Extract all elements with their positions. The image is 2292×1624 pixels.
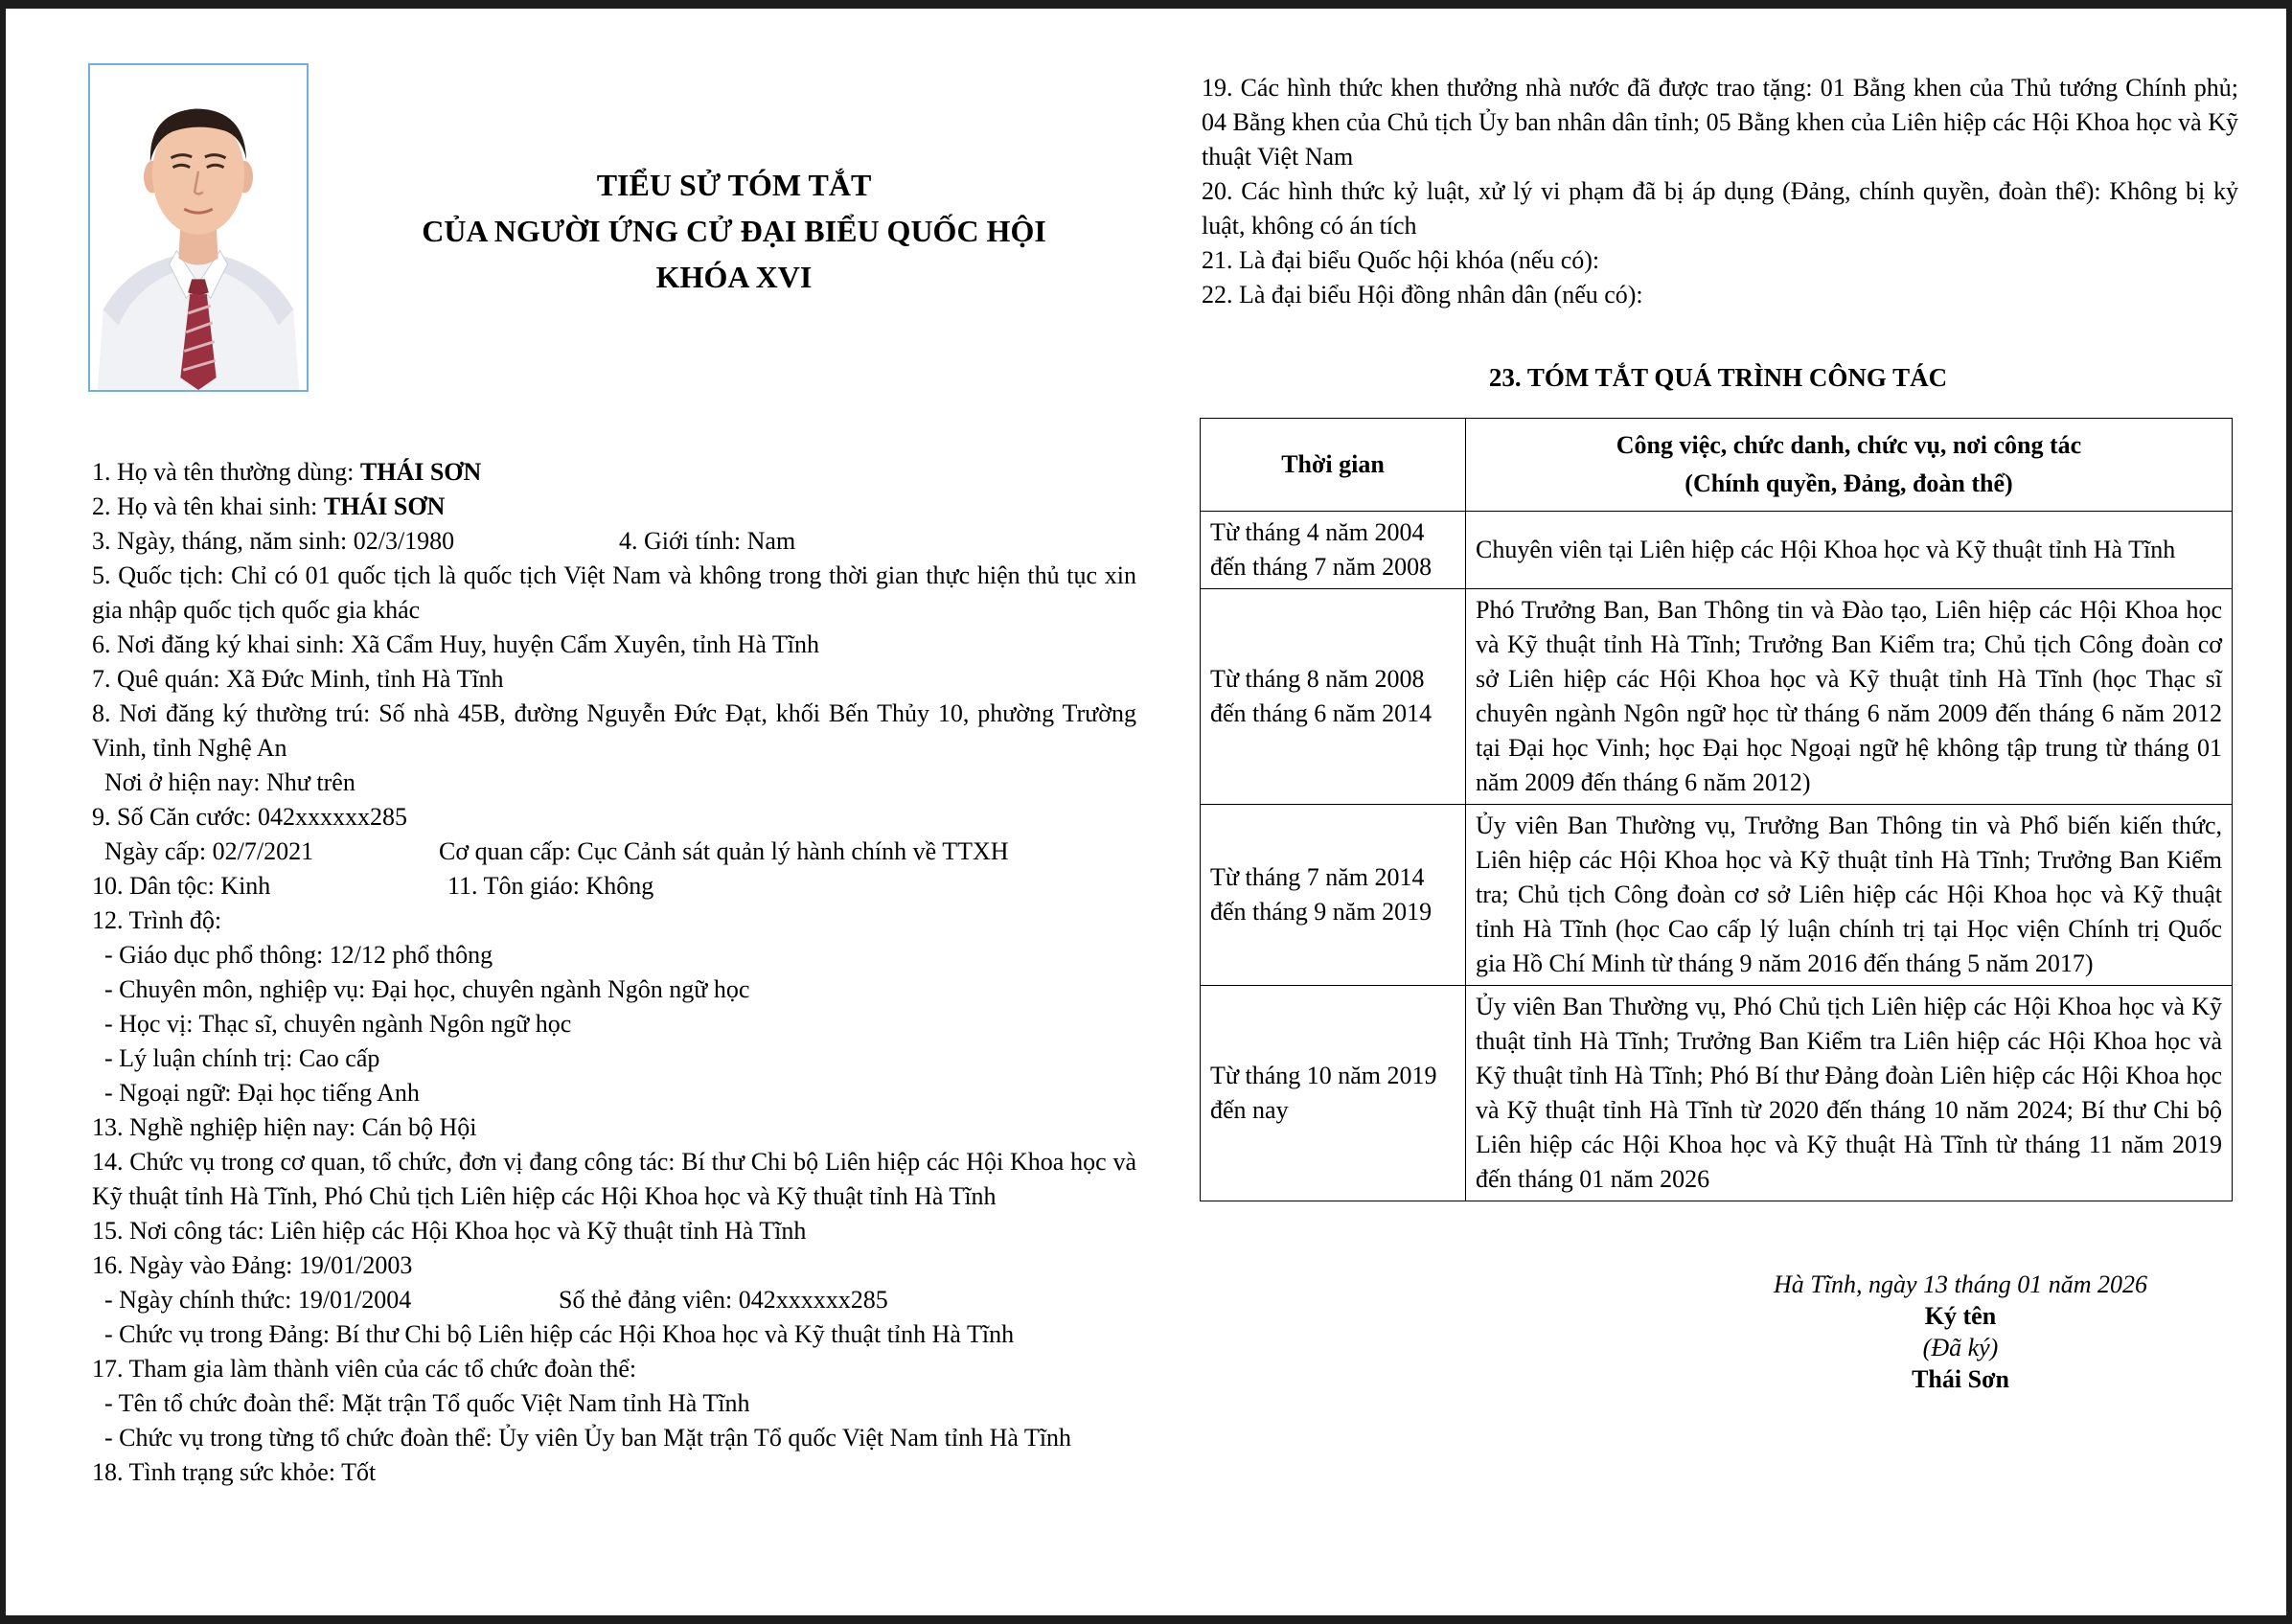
birth-date: 3. Ngày, tháng, năm sinh: 02/3/1980 <box>92 527 455 555</box>
row-job: Ủy viên Ban Thường vụ, Trưởng Ban Thông tin và Phổ biến kiến thức, Liên hiệp các Hội Khoa học và Kỹ thuật tỉnh Hà Tĩnh; Trưởng Ban Kiểm tra; Chủ tịch Công đoàn cơ sở Liên hiệp các Hội Khoa học và Kỹ thuật tỉnh Hà Tĩnh (học Cao cấp lý luận chính trị tại Học viện Chính trị Quốc gia Hồ Chí Minh từ tháng 9 năm 2016 đến tháng 5 năm 2017) <box>1466 805 2233 986</box>
current-residence: Nơi ở hiện nay: Như trên <box>104 768 355 796</box>
bio-item-17: 17. Tham gia làm thành viên của các tổ chức đoàn thể: <box>92 1355 637 1383</box>
organization-name: - Tên tổ chức đoàn thể: Mặt trận Tổ quốc Việt Nam tỉnh Hà Tĩnh <box>104 1389 750 1417</box>
bio-item-18: 18. Tình trạng sức khỏe: Tốt <box>92 1458 377 1486</box>
row-time: Từ tháng 4 năm 2004 đến tháng 7 năm 2008 <box>1201 512 1466 589</box>
row-job: Phó Trưởng Ban, Ban Thông tin và Đào tạo, Liên hiệp các Hội Khoa học và Kỹ thuật tỉnh Hà Tĩnh; Trưởng Ban Kiểm tra; Chủ tịch Công đoàn cơ sở Liên hiệp các Hội Khoa học và Kỹ thuật tỉnh Hà Tĩnh (học Thạc sĩ chuyên ngành Ngôn ngữ học từ tháng 6 năm 2009 đến tháng 6 năm 2012 tại Đại học Vinh; học Đại học Ngoại ngữ hệ không tập trung từ tháng 01 năm 2009 đến tháng 6 năm 2012) <box>1466 589 2233 805</box>
religion: 11. Tôn giáo: Không <box>447 872 654 900</box>
bio-right-column <box>1202 71 2238 312</box>
party-official-info <box>92 1283 1136 1317</box>
education-specialty: - Chuyên môn, nghiệp vụ: Đại học, chuyên ngành Ngôn ngữ học <box>104 975 750 1003</box>
work-history-table <box>1200 418 2233 1201</box>
common-name: THÁI SƠN <box>359 458 482 486</box>
portrait-photo <box>88 63 309 392</box>
bio-item-16: 16. Ngày vào Đảng: 19/01/2003 <box>92 1251 413 1279</box>
column-header-job-line1: Công việc, chức danh, chức vụ, nơi công tác <box>1616 431 2082 459</box>
bio-item-7: 7. Quê quán: Xã Đức Minh, tỉnh Hà Tĩnh <box>92 665 504 693</box>
bio-item-22: 22. Là đại biểu Hội đồng nhân dân (nếu có): <box>1202 281 1643 309</box>
signer-name: Thái Sơn <box>1912 1365 2009 1393</box>
education-language: - Ngoại ngữ: Đại học tiếng Anh <box>104 1079 420 1107</box>
bio-item-6: 6. Nơi đăng ký khai sinh: Xã Cẩm Huy, huyện Cẩm Xuyên, tỉnh Hà Tĩnh <box>92 630 819 658</box>
signature-place-date: Hà Tĩnh, ngày 13 tháng 01 năm 2026 <box>1774 1270 2147 1298</box>
table-header-row <box>1201 419 2233 512</box>
education-political: - Lý luận chính trị: Cao cấp <box>104 1044 380 1072</box>
title-line-3: KHÓA XVI <box>655 260 813 294</box>
bio-item-1 <box>92 455 1136 490</box>
party-position: - Chức vụ trong Đảng: Bí thư Chi bộ Liên hiệp các Hội Khoa học và Kỹ thuật tỉnh Hà Tĩnh <box>104 1320 1015 1348</box>
bio-item-19: 19. Các hình thức khen thưởng nhà nước đã được trao tặng: 01 Bằng khen của Thủ tướng Chính phủ; 04 Bằng khen của Chủ tịch Ủy ban nhân dân tỉnh; 05 Bằng khen của Liên hiệp các Hội Khoa học và Kỹ thuật Việt Nam <box>1202 74 2238 171</box>
column-header-time: Thời gian <box>1201 419 1466 512</box>
table-row <box>1201 805 2233 986</box>
bio-item-15: 15. Nơi công tác: Liên hiệp các Hội Khoa học và Kỹ thuật tỉnh Hà Tĩnh <box>92 1217 807 1245</box>
id-issue-date: Ngày cấp: 02/7/2021 <box>104 837 314 865</box>
row-time: Từ tháng 8 năm 2008 đến tháng 6 năm 2014 <box>1201 589 1466 805</box>
column-header-job <box>1466 419 2233 512</box>
row-job: Ủy viên Ban Thường vụ, Phó Chủ tịch Liên hiệp các Hội Khoa học và Kỹ thuật tỉnh Hà Tĩnh; Trưởng Ban Kiểm tra Liên hiệp các Hội Khoa học và Kỹ thuật tỉnh Hà Tĩnh; Phó Bí thư Đảng đoàn Liên hiệp các Hội Khoa học và Kỹ thuật tỉnh Hà Tĩnh từ 2020 đến tháng 10 năm 2024; Bí thư Chi bộ Liên hiệp các Hội Khoa học và Kỹ thuật Hà Tĩnh từ tháng 11 năm 2019 đến tháng 01 năm 2026 <box>1466 986 2233 1201</box>
column-header-job-line2: (Chính quyền, Đảng, đoàn thể) <box>1685 469 2013 497</box>
organization-position: - Chức vụ trong từng tổ chức đoàn thể: Ủy viên Ủy ban Mặt trận Tổ quốc Việt Nam tỉnh Hà Tĩnh <box>104 1424 1072 1452</box>
bio-item-10-11 <box>92 869 1136 903</box>
bio-item-8: 8. Nơi đăng ký thường trú: Số nhà 45B, đường Nguyễn Đức Đạt, khối Bến Thủy 10, phường Trường Vinh, tỉnh Nghệ An <box>92 699 1136 762</box>
bio-item-9: 9. Số Căn cước: 042xxxxxx285 <box>92 803 407 831</box>
bio-item-12: 12. Trình độ: <box>92 906 222 934</box>
bio-label: 1. Họ và tên thường dùng: <box>92 458 360 486</box>
bio-item-21: 21. Là đại biểu Quốc hội khóa (nếu có): <box>1202 246 1600 274</box>
table-row <box>1201 512 2233 589</box>
party-card-number: Số thẻ đảng viên: 042xxxxxx285 <box>559 1286 888 1314</box>
row-time: Từ tháng 10 năm 2019 đến nay <box>1201 986 1466 1201</box>
bio-item-20: 20. Các hình thức kỷ luật, xử lý vi phạm đã bị áp dụng (Đảng, chính quyền, đoàn thể): Không bị kỷ luật, không có án tích <box>1202 177 2238 240</box>
gender: 4. Giới tính: Nam <box>619 527 796 555</box>
table-row <box>1201 986 2233 1201</box>
id-issue-agency: Cơ quan cấp: Cục Cảnh sát quản lý hành chính về TTXH <box>439 837 1009 865</box>
row-job: Chuyên viên tại Liên hiệp các Hội Khoa học và Kỹ thuật tỉnh Hà Tĩnh <box>1466 512 2233 589</box>
signature-block <box>1711 1269 2210 1395</box>
signature-label: Ký tên <box>1924 1302 1997 1330</box>
bio-item-5: 5. Quốc tịch: Chỉ có 01 quốc tịch là quốc tịch Việt Nam và không trong thời gian thực hiện thủ tục xin gia nhập quốc tịch quốc gia khác <box>92 561 1136 624</box>
bio-item-2 <box>92 490 1136 524</box>
bio-left-column <box>92 455 1136 1490</box>
signature-status: (Đã ký) <box>1922 1334 1999 1361</box>
education-general: - Giáo dục phổ thông: 12/12 phổ thông <box>104 941 493 969</box>
bio-label: 2. Họ và tên khai sinh: <box>92 492 324 520</box>
education-degree: - Học vị: Thạc sĩ, chuyên ngành Ngôn ngữ học <box>104 1010 572 1038</box>
birth-name: THÁI SƠN <box>323 492 446 520</box>
work-history-title: 23. TÓM TẮT QUÁ TRÌNH CÔNG TÁC <box>1488 363 1948 392</box>
bio-item-13: 13. Nghề nghiệp hiện nay: Cán bộ Hội <box>92 1113 477 1141</box>
table-row <box>1201 589 2233 805</box>
document-title <box>370 162 1098 300</box>
row-time: Từ tháng 7 năm 2014 đến tháng 9 năm 2019 <box>1201 805 1466 986</box>
bio-item-14: 14. Chức vụ trong cơ quan, tổ chức, đơn vị đang công tác: Bí thư Chi bộ Liên hiệp các Hội Khoa học và Kỹ thuật tỉnh Hà Tĩnh, Phó Chủ tịch Liên hiệp các Hội Khoa học và Kỹ thuật tỉnh Hà Tĩnh <box>92 1148 1136 1210</box>
title-line-2: CỦA NGƯỜI ỨNG CỬ ĐẠI BIỂU QUỐC HỘI <box>422 214 1046 248</box>
id-issue-info <box>92 835 1136 869</box>
bio-item-3-4 <box>92 524 1136 559</box>
title-line-1: TIỂU SỬ TÓM TẮT <box>596 168 872 202</box>
party-official-date: - Ngày chính thức: 19/01/2004 <box>104 1286 412 1314</box>
ethnicity: 10. Dân tộc: Kinh <box>92 872 271 900</box>
